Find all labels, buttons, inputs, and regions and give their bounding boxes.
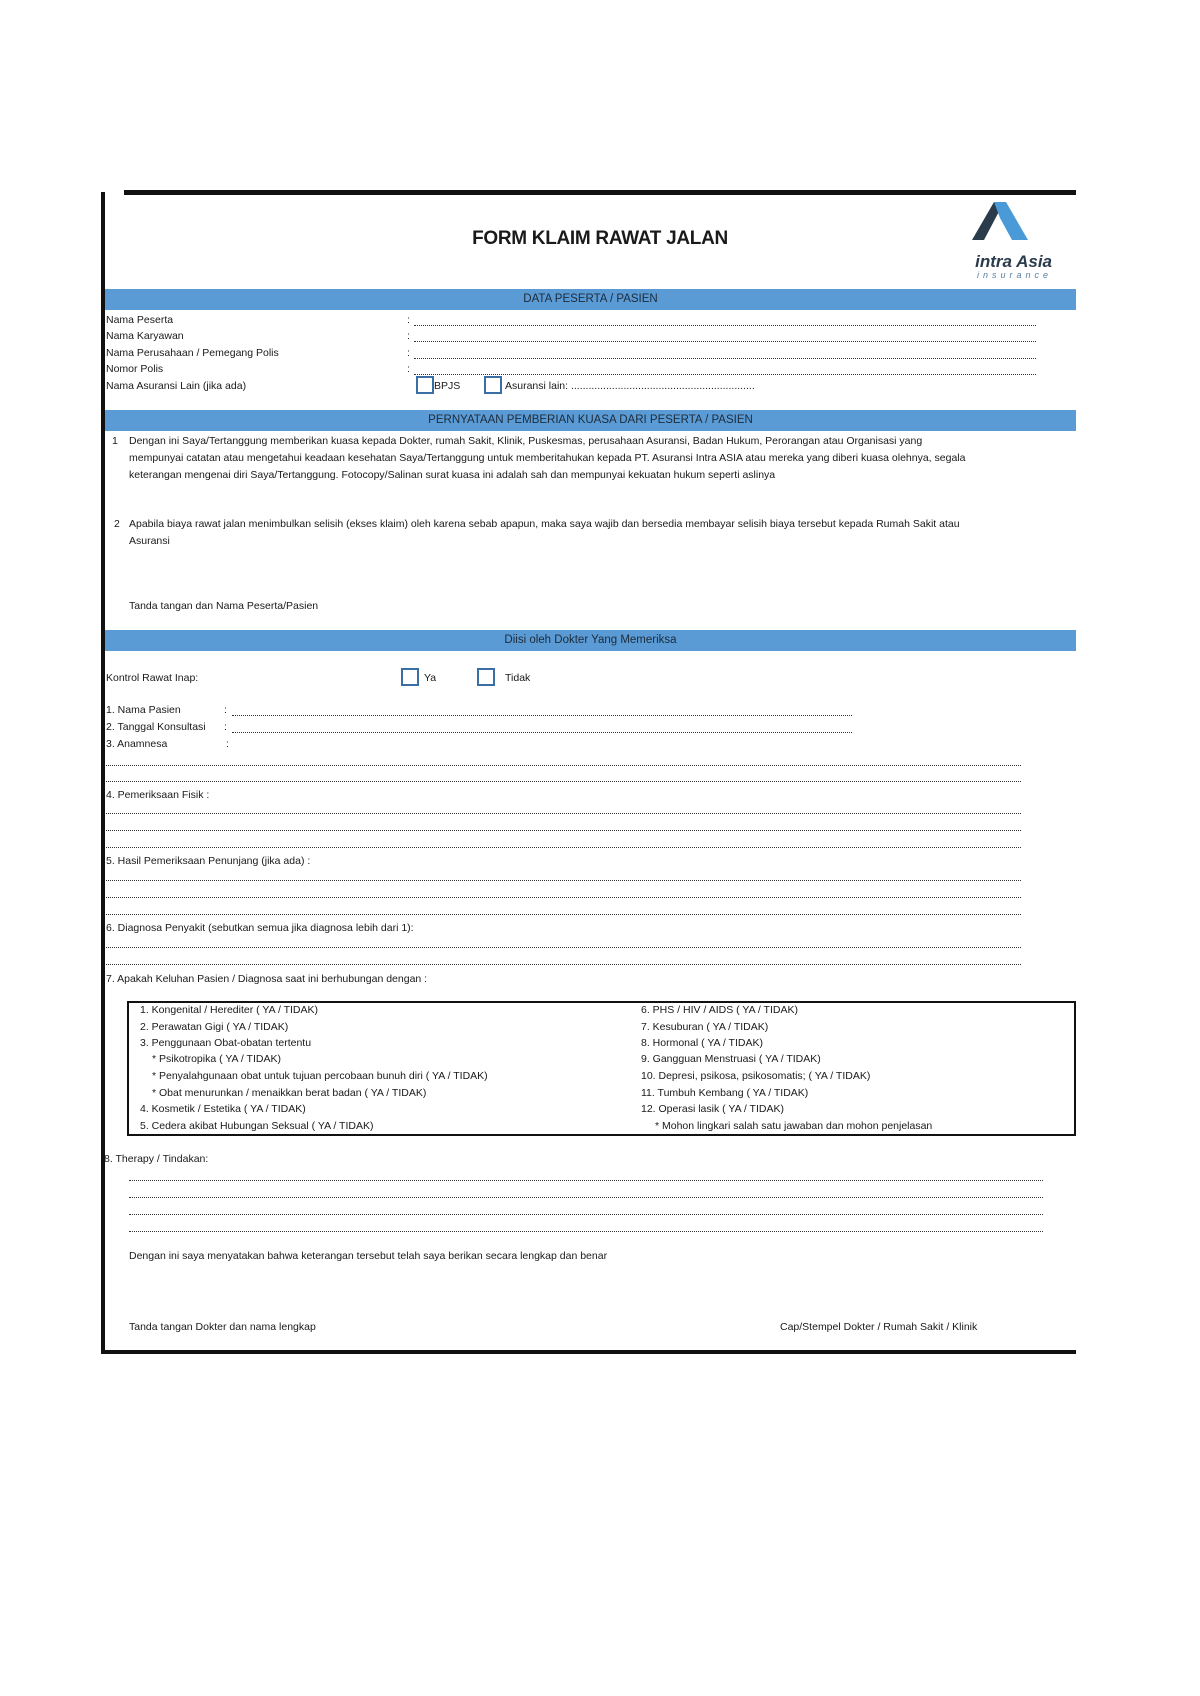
section-dokter: Diisi oleh Dokter Yang Memeriksa	[105, 630, 1076, 651]
field-pemeriksaan-fisik-line[interactable]	[106, 813, 1021, 814]
field-nama-peserta[interactable]	[414, 325, 1036, 326]
signature-peserta-label: Tanda tangan dan Nama Peserta/Pasien	[129, 600, 319, 612]
label-nomor-polis: Nomor Polis	[106, 363, 164, 375]
label-nama-peserta: Nama Peserta	[106, 314, 174, 326]
field-tanggal-konsultasi[interactable]	[232, 732, 852, 733]
field-therapy-line[interactable]	[129, 1180, 1043, 1181]
colon: :	[224, 704, 227, 716]
stamp-label: Cap/Stempel Dokter / Rumah Sakit / Klinik	[780, 1321, 978, 1333]
checkbox-tidak[interactable]	[477, 668, 495, 686]
label-diagnosa: 6. Diagnosa Penyakit (sebutkan semua jika diagnosa lebih dari 1):	[106, 922, 414, 934]
colon: :	[407, 330, 410, 342]
checklist-right-item[interactable]: 12. Operasi lasik ( YA / TIDAK)	[641, 1103, 784, 1115]
label-asuransi-lain-option: Asuransi lain: ...............................................................	[505, 380, 755, 392]
item-number: 2	[114, 518, 120, 530]
pernyataan-item2-line2: Asuransi	[129, 535, 170, 547]
label-keluhan-berhubungan: 7. Apakah Keluhan Pasien / Diagnosa saat ini berhubungan dengan :	[106, 973, 428, 985]
field-anamnesa-line[interactable]	[106, 765, 1021, 766]
field-diagnosa-line[interactable]	[106, 947, 1021, 948]
field-nama-perusahaan[interactable]	[414, 358, 1036, 359]
colon: :	[226, 738, 229, 750]
label-nama-pasien: 1. Nama Pasien	[106, 704, 181, 716]
checklist-left-item: 3. Penggunaan Obat-obatan tertentu	[140, 1037, 312, 1049]
checklist-right-item[interactable]: 11. Tumbuh Kembang ( YA / TIDAK)	[641, 1087, 809, 1099]
field-nama-karyawan[interactable]	[414, 341, 1036, 342]
checklist-right-item[interactable]: 10. Depresi, psikosa, psikosomatis; ( YA / TIDAK)	[641, 1070, 871, 1082]
checklist-left-item[interactable]: 4. Kosmetik / Estetika ( YA / TIDAK)	[140, 1103, 306, 1115]
doctor-statement: Dengan ini saya menyatakan bahwa keterangan tersebut telah saya berikan secara lengkap dan benar	[129, 1250, 608, 1262]
checklist-right-item[interactable]: 8. Hormonal ( YA / TIDAK)	[641, 1037, 763, 1049]
field-diagnosa-line[interactable]	[106, 964, 1021, 965]
colon: :	[407, 347, 410, 359]
field-hasil-penunjang-line[interactable]	[106, 897, 1021, 898]
label-nama-karyawan: Nama Karyawan	[106, 330, 184, 342]
checkbox-asuransi-lain[interactable]	[484, 376, 502, 394]
colon: :	[407, 363, 410, 375]
signature-doctor-label: Tanda tangan Dokter dan nama lengkap	[129, 1321, 316, 1333]
label-therapy: 8. Therapy / Tindakan:	[104, 1153, 209, 1165]
section-pernyataan: PERNYATAAN PEMBERIAN KUASA DARI PESERTA / PASIEN	[105, 410, 1076, 431]
form-frame-bottom	[101, 1350, 1076, 1354]
field-therapy-line[interactable]	[129, 1231, 1043, 1232]
checklist-left-item[interactable]: * Psikotropika ( YA / TIDAK)	[152, 1053, 281, 1065]
pernyataan-item2-line1: Apabila biaya rawat jalan menimbulkan selisih (ekses klaim) oleh karena sebab apapun, maka saya wajib dan bersedia membayar selisih biaya tersebut kepada Rumah Sakit atau	[129, 518, 960, 530]
label-kontrol-rawat-inap: Kontrol Rawat Inap:	[106, 672, 199, 684]
checkbox-bpjs[interactable]	[416, 376, 434, 394]
pernyataan-item1-line2: mempunyai catatan atau mengetahui keadaan kesehatan Saya/Tertanggung untuk memberitahukan kepada PT. Asuransi Intra ASIA atau mereka yang diberi kuasa olehnya, segala	[129, 452, 966, 464]
field-hasil-penunjang-line[interactable]	[106, 914, 1021, 915]
label-tidak: Tidak	[505, 672, 531, 684]
label-anamnesa: 3. Anamnesa	[106, 738, 168, 750]
form-frame-top	[124, 190, 1076, 195]
field-nama-pasien[interactable]	[232, 715, 852, 716]
label-asuransi-lain: Nama Asuransi Lain (jika ada)	[106, 380, 247, 392]
label-nama-perusahaan: Nama Perusahaan / Pemegang Polis	[106, 347, 279, 359]
checklist-left-item[interactable]: * Obat menurunkan / menaikkan berat badan ( YA / TIDAK)	[152, 1087, 427, 1099]
field-pemeriksaan-fisik-line[interactable]	[106, 830, 1021, 831]
pernyataan-item1-line3: keterangan mengenai diri Saya/Tertanggung. Fotocopy/Salinan surat kuasa ini adalah sah dan mempunyai kekuatan hukum seperti aslinya	[129, 469, 776, 481]
label-ya: Ya	[424, 672, 437, 684]
label-tanggal-konsultasi: 2. Tanggal Konsultasi	[106, 721, 206, 733]
pernyataan-item1-line1: Dengan ini Saya/Tertanggung memberikan kuasa kepada Dokter, rumah Sakit, Klinik, Puskesmas, perusahaan Asuransi, Badan Hukum, Perorangan atau Organisasi yang	[129, 435, 923, 447]
section-data-peserta: DATA PESERTA / PASIEN	[105, 289, 1076, 310]
field-therapy-line[interactable]	[129, 1214, 1043, 1215]
field-pemeriksaan-fisik-line[interactable]	[106, 847, 1021, 848]
colon: :	[407, 314, 410, 326]
field-anamnesa-line[interactable]	[106, 781, 1021, 782]
colon: :	[224, 721, 227, 733]
checklist-right-item[interactable]: 6. PHS / HIV / AIDS ( YA / TIDAK)	[641, 1004, 798, 1016]
form-title: FORM KLAIM RAWAT JALAN	[472, 228, 728, 249]
field-hasil-penunjang-line[interactable]	[106, 880, 1021, 881]
checklist-note: * Mohon lingkari salah satu jawaban dan mohon penjelasan	[655, 1120, 933, 1132]
label-pemeriksaan-fisik: 4. Pemeriksaan Fisik :	[106, 789, 210, 801]
checklist-right-item[interactable]: 7. Kesuburan ( YA / TIDAK)	[641, 1021, 769, 1033]
label-bpjs: BPJS	[434, 380, 461, 392]
logo-subtext: insurance	[976, 270, 1052, 280]
checklist-left-item[interactable]: 1. Kongenital / Herediter ( YA / TIDAK)	[140, 1004, 319, 1016]
label-hasil-penunjang: 5. Hasil Pemeriksaan Penunjang (jika ada) :	[106, 855, 311, 867]
checklist-left-item[interactable]: 5. Cedera akibat Hubungan Seksual ( YA / TIDAK)	[140, 1120, 374, 1132]
field-nomor-polis[interactable]	[414, 374, 1036, 375]
form-frame-left	[101, 192, 105, 1352]
checklist-left-item[interactable]: * Penyalahgunaan obat untuk tujuan percobaan bunuh diri ( YA / TIDAK)	[152, 1070, 488, 1082]
item-number: 1	[112, 435, 118, 447]
checklist-left-item[interactable]: 2. Perawatan Gigi ( YA / TIDAK)	[140, 1021, 289, 1033]
field-therapy-line[interactable]	[129, 1197, 1043, 1198]
checklist-right-item[interactable]: 9. Gangguan Menstruasi ( YA / TIDAK)	[641, 1053, 821, 1065]
checkbox-ya[interactable]	[401, 668, 419, 686]
logo-text: intra Asia	[975, 252, 1052, 271]
